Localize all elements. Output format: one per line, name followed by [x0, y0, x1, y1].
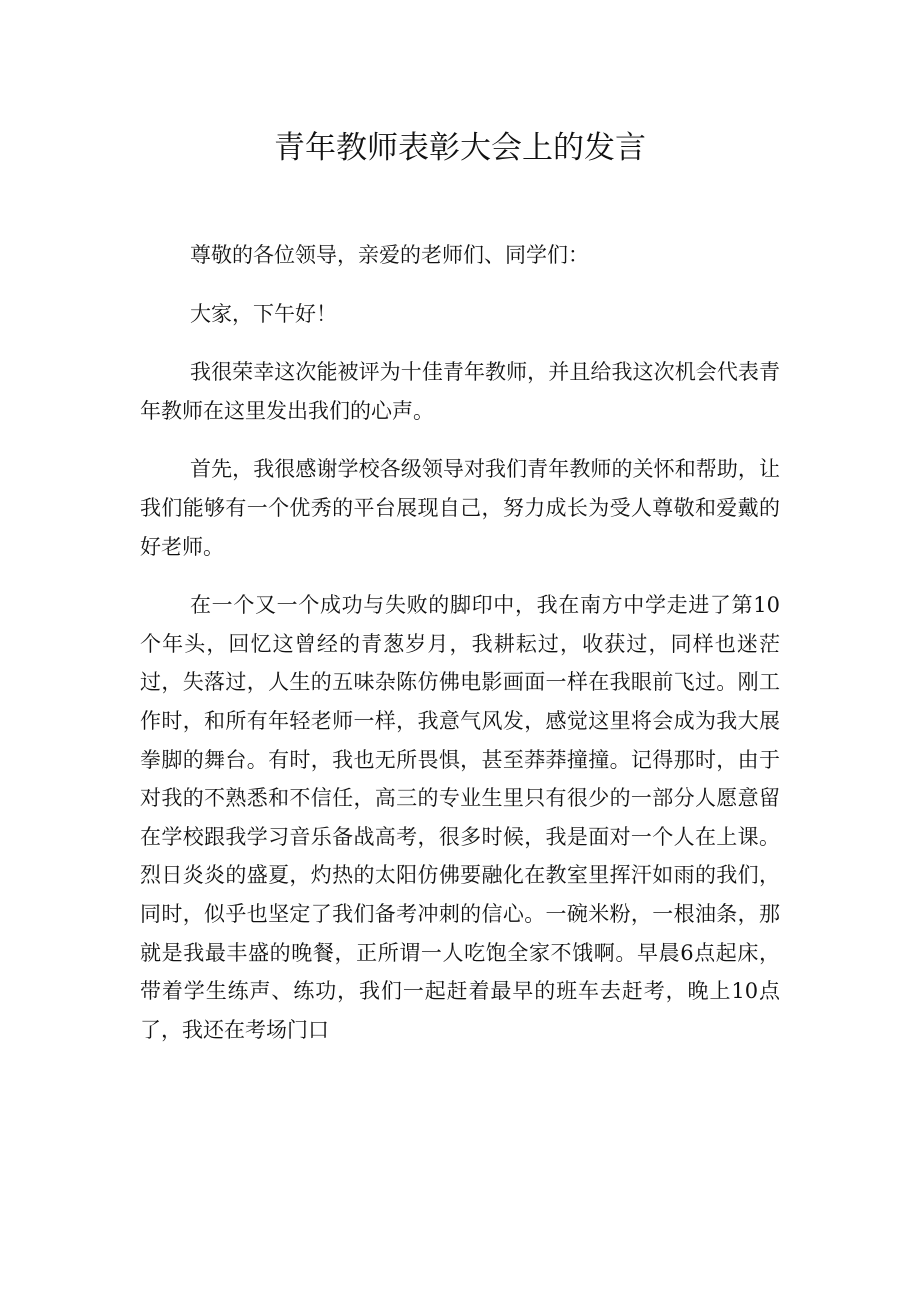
greeting-paragraph: 大家，下午好！: [190, 301, 337, 326]
salutation-paragraph: 尊敬的各位领导，亲爱的老师们、同学们：: [190, 243, 589, 267]
body-paragraph: 在一个又一个成功与失败的脚印中，我在南方中学走进了第10个年头，回忆这曾经的青葱岁月，我耕耘过，收获过，同样也迷茫过，失落过，人生的五味杂陈仿佛电影画面一样在我眼前飞过。刚工作时，和所有年轻老师一样，我意气风发，感觉这里将会成为我大展拳脚的舞台。有时，我也无所畏惧，甚至莽莽撞撞。记得那时，由于对我的不熟悉和不信任，高三的专业生里只有很少的一部分人愿意留在学校跟我学习音乐备战高考，很多时候，我是面对一个人在上课。烈日炎炎的盛夏，灼热的太阳仿佛要融化在教室里挥汗如雨的我们，同时，似乎也坚定了我们备考冲刺的信心。一碗米粉，一根油条，那就是我最丰盛的晚餐，正所谓一人吃饱全家不饿啊。早晨6点起床，带着学生练声、练功，我们一起赶着最早的班车去赶考，晚上10点了，我还在考场门口: [140, 593, 780, 1042]
body-paragraph: 我很荣幸这次能被评为十佳青年教师，并且给我这次机会代表青年教师在这里发出我们的心声。: [140, 360, 780, 423]
document-title: 青年教师表彰大会上的发言: [274, 130, 646, 166]
document-body: [140, 236, 780, 1069]
body-paragraph: 首先，我很感谢学校各级领导对我们青年教师的关怀和帮助，让我们能够有一个优秀的平台展现自己，努力成长为受人尊敬和爱戴的好老师。: [140, 457, 780, 559]
